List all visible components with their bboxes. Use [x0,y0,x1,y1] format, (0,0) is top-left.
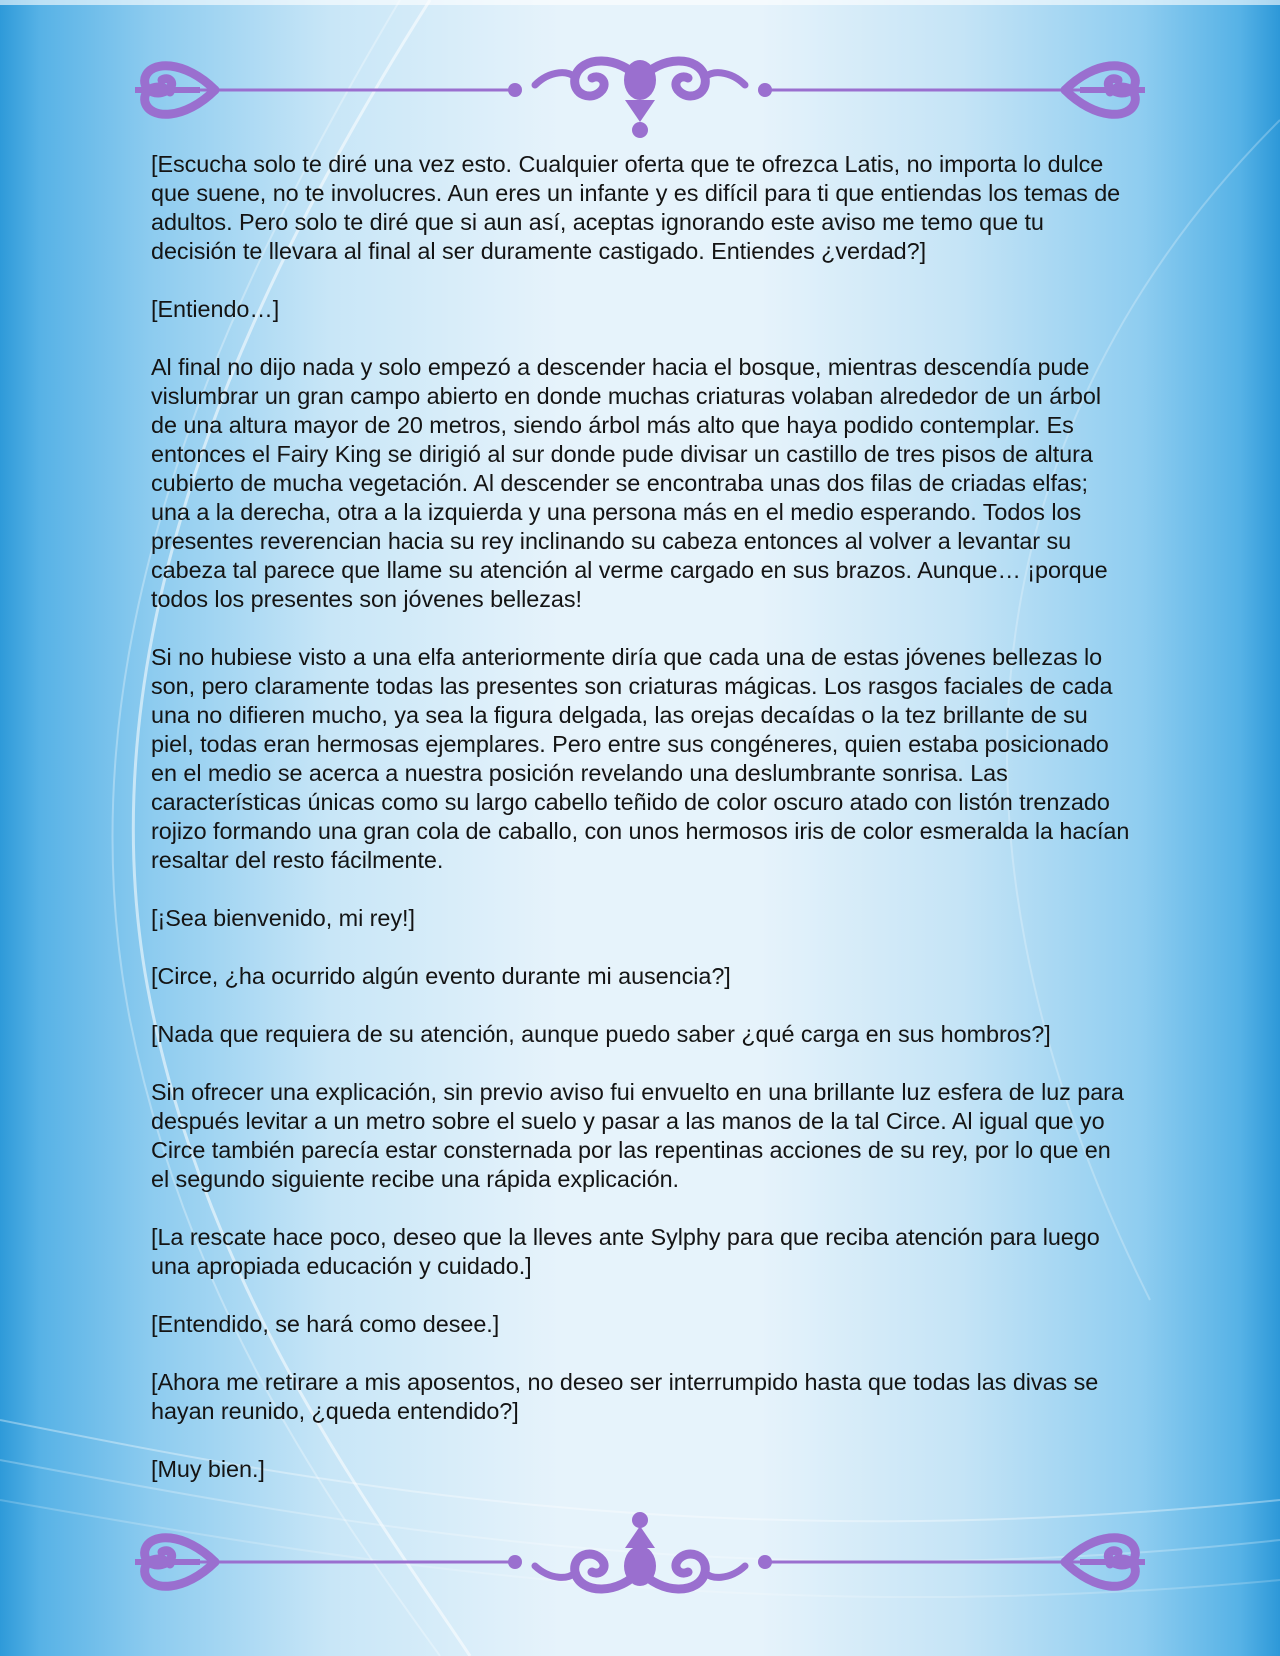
paragraph: [Entiendo…] [151,296,280,322]
top-flourish-divider-icon [130,40,1150,140]
bottom-flourish-divider-icon [130,1508,1150,1608]
document-body [151,150,1131,1513]
paragraph: [La rescate hace poco, deseo que la lleves ante Sylphy para que reciba atención para luego una apropiada educación y cuidado.] [151,1224,1100,1279]
paragraph: Si no hubiese visto a una elfa anteriormente diría que cada una de estas jóvenes bellezas lo son, pero claramente todas las presentes son criaturas mágicas. Los rasgos faciales de cada una no difieren mucho, ya sea la figura delgada, las orejas decaídas o la tez brillante de su piel, todas eran hermosas ejemplares. Pero entre sus congéneres, quien estaba posicionado en el medio se acerca a nuestra posición revelando una deslumbrante sonrisa. Las características únicas como su largo cabello teñido de color oscuro atado con listón trenzado rojizo formando una gran cola de caballo, con unos hermosos iris de color esmeralda la hacían resaltar del resto fácilmente. [151,644,1130,873]
paragraph: [¡Sea bienvenido, mi rey!] [151,905,415,931]
paragraph: [Circe, ¿ha ocurrido algún evento durante mi ausencia?] [151,963,731,989]
paragraph: [Entendido, se hará como desee.] [151,1311,500,1337]
paragraph: [Escucha solo te diré una vez esto. Cualquier oferta que te ofrezca Latis, no importa lo dulce que suene, no te involucres. Aun eres un infante y es difícil para ti que entiendas los temas de adultos. Pero solo te diré que si aun así, aceptas ignorando este aviso me temo que tu decisión te llevara al final al ser duramente castigado. Entiendes ¿verdad?] [151,151,1121,264]
paragraph: [Ahora me retirare a mis aposentos, no deseo ser interrumpido hasta que todas las divas se hayan reunido, ¿queda entendido?] [151,1369,1099,1424]
paragraph: [Nada que requiera de su atención, aunque puedo saber ¿qué carga en sus hombros?] [151,1021,1051,1047]
paragraph: [Muy bien.] [151,1456,265,1482]
paragraph: Sin ofrecer una explicación, sin previo aviso fui envuelto en una brillante luz esfera de luz para después levitar a un metro sobre el suelo y pasar a las manos de la tal Circe. Al igual que yo Circe también parecía estar consternada por las repentinas acciones de su rey, por lo que en el segundo siguiente recibe una rápida explicación. [151,1079,1124,1192]
paragraph: Al final no dijo nada y solo empezó a descender hacia el bosque, mientras descendía pude vislumbrar un gran campo abierto en donde muchas criaturas volaban alrededor de un árbol de una altura mayor de 20 metros, siendo árbol más alto que haya podido contemplar. Es entonces el Fairy King se dirigió al sur donde pude divisar un castillo de tres pisos de altura cubierto de mucha vegetación. Al descender se encontraba unas dos filas de criadas elfas; una a la derecha, otra a la izquierda y una persona más en el medio esperando. Todos los presentes reverencian hacia su rey inclinando su cabeza entonces al volver a levantar su cabeza tal parece que llame su atención al verme cargado en sus brazos. Aunque… ¡porque todos los presentes son jóvenes bellezas! [151,354,1108,612]
